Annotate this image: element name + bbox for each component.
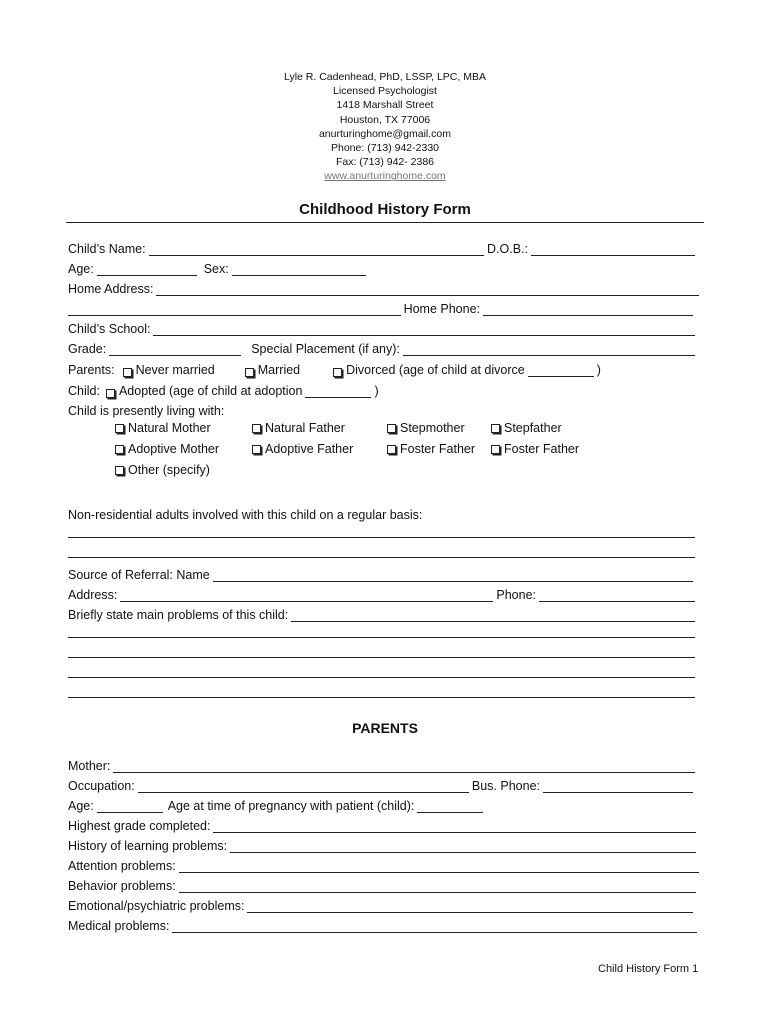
provider-title: Licensed Psychologist: [333, 85, 437, 98]
referral-address-row: [68, 584, 698, 602]
mother-age-label: Age:: [68, 799, 94, 813]
married-checkbox[interactable]: [245, 368, 254, 377]
special-placement-label: Special Placement (if any):: [251, 342, 400, 356]
mother-row: [68, 755, 698, 773]
home-phone-field[interactable]: [483, 303, 693, 316]
divorce-paren: ): [596, 363, 601, 377]
letterhead: [0, 70, 770, 184]
parents-row: [68, 359, 601, 377]
school-row: [68, 318, 698, 336]
grade-field[interactable]: [109, 343, 241, 356]
school-label: Child’s School:: [68, 322, 151, 336]
provider-email: anurturinghome@gmail.com: [318, 127, 452, 140]
dob-field[interactable]: [531, 243, 695, 256]
main-problems-line3[interactable]: [68, 657, 695, 658]
occupation-label: Occupation:: [68, 779, 135, 793]
natural-father-option[interactable]: [251, 421, 345, 435]
learning-problems-field[interactable]: [230, 840, 696, 853]
grade-row: [68, 338, 698, 356]
home-address-row: [68, 278, 702, 296]
never-married-checkbox[interactable]: [123, 368, 132, 377]
adoptive-father-checkbox[interactable]: [252, 445, 261, 454]
married-label: Married: [257, 363, 301, 377]
behavior-problems-row: [68, 875, 699, 893]
referral-phone-label: Phone:: [496, 588, 536, 602]
provider-website-link[interactable]: www.anurturinghome.com: [324, 170, 446, 183]
home-address-label: Home Address:: [68, 282, 154, 296]
stepmother-label: Stepmother: [400, 421, 465, 435]
bus-phone-field[interactable]: [543, 780, 693, 793]
main-problems-line2[interactable]: [68, 637, 695, 638]
medical-problems-field[interactable]: [172, 920, 697, 933]
child-age-field[interactable]: [97, 263, 197, 276]
behavior-problems-field[interactable]: [179, 880, 696, 893]
dob-label: D.O.B.:: [487, 242, 528, 256]
stepfather-option[interactable]: [490, 421, 562, 435]
pregnancy-age-field[interactable]: [417, 800, 483, 813]
stepfather-checkbox[interactable]: [491, 424, 500, 433]
main-problems-line4[interactable]: [68, 677, 695, 678]
attention-problems-label: Attention problems:: [68, 859, 176, 873]
divorce-age-field[interactable]: [528, 364, 594, 377]
natural-father-checkbox[interactable]: [252, 424, 261, 433]
adopted-checkbox[interactable]: [106, 389, 115, 398]
provider-fax: Fax: (713) 942- 2386: [335, 156, 435, 169]
non-residential-label: Non-residential adults involved with this child on a regular basis:: [68, 508, 423, 522]
title-divider: [66, 222, 704, 223]
referral-name-field[interactable]: [213, 569, 693, 582]
stepfather-label: Stepfather: [504, 421, 562, 435]
sex-field[interactable]: [232, 263, 366, 276]
provider-name: Lyle R. Cadenhead, PhD, LSSP, LPC, MBA: [284, 71, 486, 83]
adopted-label: Adopted (age of child at adoption: [118, 384, 303, 398]
mother-field[interactable]: [113, 760, 695, 773]
emotional-problems-field[interactable]: [247, 900, 693, 913]
attention-problems-field[interactable]: [179, 860, 699, 873]
referral-source-label: Source of Referral: Name: [68, 568, 210, 582]
home-address-field[interactable]: [156, 283, 699, 296]
behavior-problems-label: Behavior problems:: [68, 879, 176, 893]
home-phone-row: [68, 298, 696, 316]
other-option[interactable]: [114, 463, 210, 477]
adoptive-mother-label: Adoptive Mother: [128, 442, 220, 456]
page-footer: Child History Form 1: [598, 963, 699, 975]
foster-father-option[interactable]: [386, 442, 475, 456]
main-problems-row: [68, 604, 698, 622]
provider-city: Houston, TX 77006: [339, 113, 431, 126]
grade-label: Grade:: [68, 342, 107, 356]
living-with-label: Child is presently living with:: [68, 404, 225, 418]
foster-father-label-2: Foster Father: [504, 442, 580, 456]
non-residential-field-line1[interactable]: [68, 537, 695, 538]
stepmother-checkbox[interactable]: [387, 424, 396, 433]
natural-mother-option[interactable]: [114, 421, 211, 435]
main-problems-field[interactable]: [291, 609, 695, 622]
adopted-row: [68, 380, 379, 398]
highest-grade-label: Highest grade completed:: [68, 819, 211, 833]
foster-father-option-2[interactable]: [490, 442, 579, 456]
child-age-label: Age:: [68, 262, 94, 276]
stepmother-option[interactable]: [386, 421, 465, 435]
home-address-field-line2[interactable]: [68, 303, 401, 316]
foster-father-checkbox-2[interactable]: [491, 445, 500, 454]
adoptive-father-label: Adoptive Father: [265, 442, 354, 456]
main-problems-label: Briefly state main problems of this child:: [68, 608, 289, 622]
divorced-checkbox[interactable]: [333, 368, 342, 377]
age-sex-row: [68, 258, 369, 276]
never-married-label: Never married: [135, 363, 215, 377]
medical-problems-row: [68, 915, 700, 933]
bus-phone-label: Bus. Phone:: [471, 779, 540, 793]
provider-street: 1418 Marshall Street: [336, 99, 434, 112]
foster-father-label: Foster Father: [400, 442, 476, 456]
occupation-field[interactable]: [138, 780, 469, 793]
mother-label: Mother:: [68, 759, 111, 773]
referral-phone-field[interactable]: [539, 589, 695, 602]
form-title: Childhood History Form: [299, 201, 471, 218]
highest-grade-row: [68, 815, 699, 833]
provider-phone: Phone: (713) 942-2330: [331, 142, 439, 155]
non-residential-row: [68, 504, 422, 522]
foster-father-checkbox[interactable]: [387, 445, 396, 454]
child-label: Child:: [68, 384, 100, 398]
emotional-problems-label: Emotional/psychiatric problems:: [68, 899, 245, 913]
living-with-row: [68, 400, 224, 418]
child-name-field[interactable]: [149, 243, 484, 256]
learning-problems-row: [68, 835, 699, 853]
mother-age-field[interactable]: [97, 800, 163, 813]
child-name-label: Child’s Name:: [68, 242, 146, 256]
pregnancy-age-label: Age at time of pregnancy with patient (child):: [167, 799, 415, 813]
natural-father-label: Natural Father: [265, 421, 345, 435]
referral-address-field[interactable]: [120, 589, 493, 602]
adoptive-father-option[interactable]: [251, 442, 353, 456]
parents-label: Parents:: [68, 363, 115, 377]
adoptive-mother-checkbox[interactable]: [115, 445, 124, 454]
referral-address-label: Address:: [68, 588, 118, 602]
natural-mother-checkbox[interactable]: [115, 424, 124, 433]
referral-source-row: [68, 564, 696, 582]
emotional-problems-row: [68, 895, 696, 913]
adoptive-mother-option[interactable]: [114, 442, 219, 456]
school-field[interactable]: [153, 323, 695, 336]
mother-age-row: [68, 795, 486, 813]
sex-label: Sex:: [203, 262, 229, 276]
occupation-row: [68, 775, 696, 793]
child-name-row: [68, 238, 698, 256]
medical-problems-label: Medical problems:: [68, 919, 170, 933]
natural-mother-label: Natural Mother: [128, 421, 211, 435]
non-residential-field-line2[interactable]: [68, 557, 695, 558]
parents-heading: PARENTS: [352, 720, 418, 736]
adoption-paren: ): [374, 384, 379, 398]
divorced-label: Divorced (age of child at divorce: [346, 363, 525, 377]
other-label: Other (specify): [128, 463, 210, 477]
adoption-age-field[interactable]: [305, 385, 371, 398]
attention-problems-row: [68, 855, 702, 873]
home-phone-label: Home Phone:: [403, 302, 480, 316]
highest-grade-field[interactable]: [213, 820, 696, 833]
special-placement-field[interactable]: [403, 343, 695, 356]
main-problems-line5[interactable]: [68, 697, 695, 698]
learning-problems-label: History of learning problems:: [68, 839, 228, 853]
other-checkbox[interactable]: [115, 466, 124, 475]
